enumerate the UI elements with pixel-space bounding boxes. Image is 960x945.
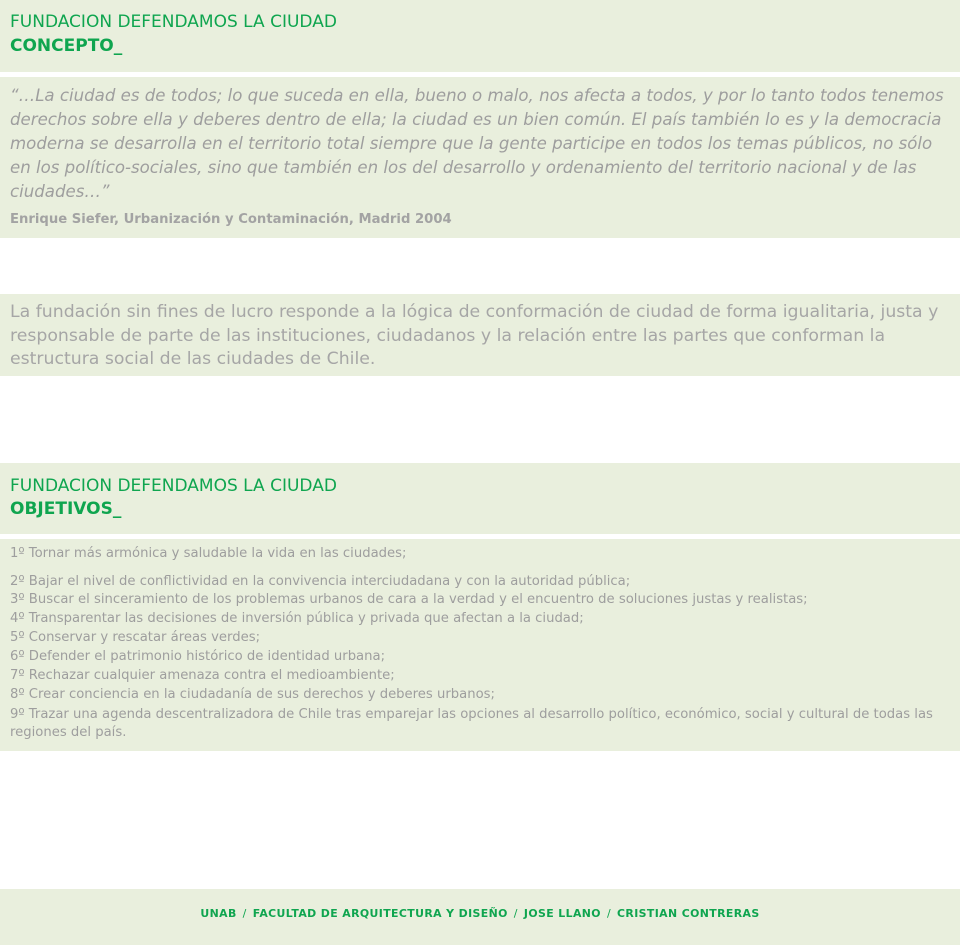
footer-item-faculty: FACULTAD DE ARQUITECTURA Y DISEÑO: [252, 907, 508, 920]
objective-item-1: 1º Tornar más armónica y saludable la vida en las ciudades;: [10, 546, 407, 561]
intro-text: La fundación sin fines de lucro responde a la lógica de conformación de ciudad de forma igualitaria, justa y responsable de parte de las instituciones, ciudadanos y la relación entre las partes que conforman la estructura social de las ciudades de Chile.: [10, 302, 939, 369]
objective-item-8: 8º Crear conciencia en la ciudadanía de sus derechos y deberes urbanos;: [10, 687, 495, 702]
footer-item-author-2: CRISTIAN CONTRERAS: [617, 907, 760, 920]
footer-credits: [0, 907, 960, 920]
objectives-section-title: FUNDACION DEFENDAMOS LA CIUDAD: [10, 476, 337, 496]
objective-item-5: 5º Conservar y rescatar áreas verdes;: [10, 630, 261, 645]
footer-separator: /: [513, 907, 518, 920]
footer-item-unab: UNAB: [200, 907, 237, 920]
footer-separator: /: [242, 907, 247, 920]
quote-attribution: Enrique Siefer, Urbanización y Contaminación, Madrid 2004: [10, 212, 452, 227]
objectives-section-subtitle: OBJETIVOS_: [10, 499, 122, 519]
quote-text: “…La ciudad es de todos; lo que suceda en ella, bueno o malo, nos afecta a todos, y por lo tanto todos tenemos derechos sobre ella y deberes dentro de ella; la ciudad es un bien común. El país también lo es y la democracia moderna se desarrolla en el territorio total siempre que la gente participe en todos los temas públicos, no sólo en los político-sociales, sino que también en los del desarrollo y ordenamiento del territorio nacional y de las ciudades…”: [10, 86, 944, 201]
objective-item-4: 4º Transparentar las decisiones de inversión pública y privada que afectan a la ciudad;: [10, 611, 584, 626]
objective-item-7: 7º Rechazar cualquier amenaza contra el medioambiente;: [10, 668, 395, 683]
objectives-header: [0, 463, 960, 534]
footer-separator: /: [606, 907, 612, 920]
concept-header: [0, 0, 960, 72]
concept-section-subtitle: CONCEPTO_: [10, 36, 123, 56]
objective-item-6: 6º Defender el patrimonio histórico de identidad urbana;: [10, 649, 386, 664]
objective-item-3: 3º Buscar el sinceramiento de los problemas urbanos de cara a la verdad y el encuentro de soluciones justas y realistas;: [10, 592, 808, 607]
objective-item-2: 2º Bajar el nivel de conflictividad en la convivencia interciudadana y con la autoridad pública;: [10, 574, 631, 589]
concept-section-title: FUNDACION DEFENDAMOS LA CIUDAD: [10, 12, 337, 32]
footer-item-author-1: JOSE LLANO: [523, 907, 601, 920]
objective-item-9: 9º Trazar una agenda descentralizadora de Chile tras emparejar las opciones al desarrollo político, económico, social y cultural de todas las regiones del país.: [10, 707, 933, 740]
